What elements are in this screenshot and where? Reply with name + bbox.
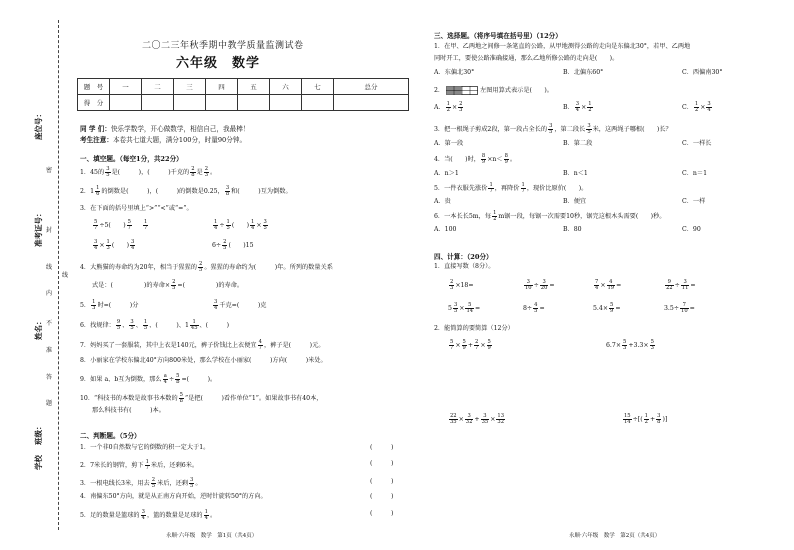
seal-char-3: 线 — [46, 264, 53, 271]
choice-2: 2． 左图用算式表示是( )。 — [434, 87, 553, 94]
choice-2-opt-c[interactable]: C． $\frac{1}{2}$ × $\frac{3}{4}$ — [682, 101, 711, 114]
choice-5-opt-a[interactable]: A．贵 — [434, 198, 451, 205]
q3-item-3: $\frac{1}{4}$ ÷ $\frac{1}{5}$ ( ) $\frac{1}{4}$ × $\frac{3}{5}$ — [214, 219, 267, 232]
score-cell[interactable] — [302, 95, 334, 111]
choice-3-opt-c[interactable]: C．一样长 — [682, 140, 712, 147]
calc-simplify: $\frac{5}{7}$ × $\frac{5}{9}$ + $\frac{2}{7}$ × $\frac{5}{9}$ — [450, 339, 491, 352]
score-table — [77, 78, 409, 111]
seal-char-2: 封 — [46, 227, 53, 234]
score-cell: 题 号 — [78, 79, 110, 95]
grid-figure-icon — [446, 86, 478, 95]
q5-right: $\frac{3}{4}$ 千克=( )克 — [214, 299, 267, 312]
q3-item-4: $\frac{3}{4}$ × $\frac{1}{3}$ ( ) $\frac{3}{4}$ — [94, 239, 135, 252]
choice-1-line2: 同时开工，要使公路准确接通，那么乙地所修公路的走向是( )。 — [434, 55, 619, 62]
seal-line-label: 线 — [62, 272, 69, 279]
q6: 6．找规律： $\frac{9}{5}$ 、 $\frac{3}{5}$ 、 $\frac{1}{5}$ 、( )、1 $\frac{1}{45}$ 、( ) — [80, 319, 230, 332]
calc-item: $\frac{2}{3}$ ×18= — [450, 279, 474, 292]
calc-item: 5.4× $\frac{5}{9}$ = — [593, 302, 621, 315]
choice-3-opt-b[interactable]: B．第二段 — [563, 140, 593, 147]
q4-line2: 式是：( )的寿命× $\frac{2}{5}$ =( )的寿命。 — [92, 279, 244, 292]
grade-subject: 六年级 数学 — [176, 56, 261, 71]
score-cell: 得 分 — [78, 95, 110, 111]
calc-item: $\frac{7}{4}$ × $\frac{4}{19}$ = — [595, 279, 622, 292]
choice-6-opt-c[interactable]: C．90 — [682, 226, 701, 233]
judge-2: 2．7米长的钢管，剪下 $\frac{1}{7}$ 米后，还剩6米。 — [80, 459, 199, 472]
q4-line1: 4．大熊猫的寿命约为20年，相当于猩猩的 $\frac{2}{5}$ 。猩猩的寿命约为( )年。所列的数量关系 — [80, 261, 333, 274]
judge-1: 1．一个非0自然数与它的倒数的积一定大于1。 — [80, 444, 210, 451]
seal-char-5: 不 — [46, 320, 53, 327]
score-cell: 五 — [238, 79, 270, 95]
notice-bold: 考生注意： — [80, 136, 113, 144]
greeting-bold: 同 学 们： — [80, 125, 111, 133]
score-cell: 总分 — [334, 79, 409, 95]
calc-item: $\frac{3}{10}$ ÷ $\frac{3}{20}$ = — [525, 279, 555, 292]
section3-title: 三、选择题。（将序号填在括号里）（12分） — [434, 32, 562, 40]
judge-3: 3．一根电线长3米，用去 $\frac{2}{5}$ 米后，还剩 $\frac{3}{5}$ 。 — [80, 477, 202, 490]
exam-title: 二〇二三年秋季期中教学质量监测试卷 — [142, 41, 304, 51]
choice-5: 5．一件衣服先涨价 $\frac{1}{7}$ ，再降价 $\frac{1}{7}$ ，现价比原价( )。 — [434, 182, 588, 195]
q10-line2: 那么科技书有( )本。 — [92, 407, 165, 414]
q7: 7．妈妈买了一套服装，其中上衣是140元，裤子价钱比上衣便宜 $\frac{4}{7}$ ，裤子是( )元。 — [80, 339, 325, 352]
score-cell: 六 — [270, 79, 302, 95]
notice-text: 本卷共七道大题，满分100分，时量90分钟。 — [112, 136, 247, 144]
choice-1-opt-c[interactable]: C．西偏南30° — [682, 69, 723, 76]
q8: 8．小丽家在学校东偏北40°方向800米处，那么学校在小丽家( )方向( )米处。 — [80, 357, 327, 364]
choice-6-opt-a[interactable]: A．100 — [434, 226, 457, 233]
calc-item: 8÷ $\frac{4}{5}$ = — [523, 302, 545, 315]
q1: 1．45的 $\frac{3}{5}$ 是( )，( )千克的 $\frac{2}{8}$ 是 $\frac{2}{3}$ 。 — [80, 166, 217, 179]
choice-3-opt-a[interactable]: A．第一段 — [434, 140, 464, 147]
seal-char-8: 题 — [46, 400, 53, 407]
choice-5-opt-c[interactable]: C．一样 — [682, 198, 706, 205]
footer-page2: 永顺·六年级 数学 第2页（共4页） — [569, 533, 661, 539]
choice-1-opt-b[interactable]: B．北偏东60° — [563, 69, 604, 76]
seal-char-7: 答 — [46, 374, 53, 381]
footer-page1: 永顺·六年级 数学 第1页（共4页） — [166, 533, 258, 539]
judge-bracket-4[interactable]: ( ) — [370, 493, 394, 500]
greeting — [80, 123, 249, 133]
choice-4-opt-a[interactable]: A．n＞1 — [434, 170, 459, 177]
judge-bracket-2[interactable]: ( ) — [370, 460, 394, 467]
section2-title: 二、判断题。（5分） — [80, 432, 141, 440]
choice-5-opt-b[interactable]: B．便宜 — [563, 198, 587, 205]
score-cell: 二 — [142, 79, 174, 95]
seal-char-1: 密 — [46, 167, 53, 174]
score-cell[interactable] — [142, 95, 174, 111]
calc-item: 5 $\frac{3}{5}$ × $\frac{5}{14}$ = — [448, 302, 481, 315]
q10-line1: 10．“科技书的本数是故事书本数的 $\frac{5}{8}$ ”是把( )看作单位“1”。如果故事书有40本， — [80, 392, 323, 405]
choice-4-opt-c[interactable]: C．n＝1 — [682, 170, 708, 177]
calc-item: 3.5÷ $\frac{7}{10}$ = — [664, 302, 695, 315]
score-cell: 一 — [110, 79, 142, 95]
seal-char-4: 内 — [46, 290, 53, 297]
q3-item-2: $\frac{1}{7}$ — [144, 219, 148, 232]
score-cell: 四 — [206, 79, 238, 95]
notice — [80, 134, 246, 144]
calc-item: $\frac{9}{22}$ ÷ $\frac{3}{11}$ = — [666, 279, 696, 292]
choice-1-line1: 1．在甲、乙两地之间修一条笔直的公路，从甲地测得公路的走向是东偏北30°，若甲、乙两地 — [434, 43, 691, 50]
name-label: 姓名： — [34, 317, 43, 340]
score-cell[interactable] — [206, 95, 238, 111]
choice-4: 4．当( )时， $\frac{8}{9}$ ×n＜ $\frac{8}{9}$ 。 — [434, 153, 517, 166]
score-cell: 三 — [174, 79, 206, 95]
score-table-score-row — [78, 95, 409, 111]
score-cell[interactable] — [270, 95, 302, 111]
judge-bracket-5[interactable]: ( ) — [370, 510, 394, 517]
choice-4-opt-b[interactable]: B．n＜1 — [563, 170, 588, 177]
judge-bracket-3[interactable]: ( ) — [370, 478, 394, 485]
judge-4: 4．南偏东50°方向，就是从正南方向开始，逆时针旋转50°的方向。 — [80, 493, 267, 500]
score-cell[interactable] — [238, 95, 270, 111]
judge-5: 5．足的数量是篮球的 $\frac{3}{4}$ ，篮的数量是足球的 $\frac{1}{4}$ 。 — [80, 509, 217, 522]
q5: 5． $\frac{1}{3}$ 时=( )分 — [80, 299, 139, 312]
seal-char-6: 准 — [46, 347, 53, 354]
seal-line — [58, 20, 59, 530]
choice-1-opt-a[interactable]: A．东偏北30° — [434, 69, 475, 76]
q3: 3．在下面的括号里填上“>”“<”或“=”。 — [80, 205, 193, 212]
calc-instr-1: 1．直接写数（8分）。 — [434, 263, 495, 270]
choice-3: 3．把一根绳子剪成2段，第一段占全长的 $\frac{3}{5}$ ，第二段长 $\frac{3}{5}$ 米，这两绳子哪根( )长？ — [434, 123, 672, 136]
score-cell[interactable] — [174, 95, 206, 111]
q3-item-5: 6÷ $\frac{2}{5}$ ( )15 — [212, 239, 254, 252]
section4-title: 四、计算：（20分） — [434, 253, 493, 261]
q9: 9．如果 a、b互为倒数，那么 $\frac{a}{4}$ ÷ $\frac{5}{b}$ =( )。 — [80, 373, 217, 386]
exam-id-label: 准考证号： — [34, 209, 43, 247]
class-label: 班级： — [34, 422, 43, 445]
q2: 2．1 $\frac{1}{6}$ 的倒数是( )，( )的倒数是0.25， $\frac{3}{8}$ 和( )互为倒数。 — [80, 185, 292, 198]
calc-instr-2: 2．能简算的要简算（12分） — [434, 325, 514, 332]
school-label: 学校 — [34, 455, 43, 470]
section1-title: 一、填空题。（每空1分，共22分） — [80, 155, 183, 163]
choice-2-opt-a[interactable]: A． $\frac{1}{2}$ × $\frac{2}{3}$ — [434, 101, 463, 114]
choice-6: 6．一本长长5m，每 $\frac{1}{2}$ m锯一段，每锯一次需要10秒，锯完这根木头需要( )秒。 — [434, 210, 666, 223]
q3-item-1: $\frac{5}{7}$ ÷5( ) $\frac{5}{7}$ — [94, 219, 131, 232]
judge-bracket-1[interactable]: ( ) — [370, 444, 394, 451]
score-table-header-row — [78, 79, 409, 95]
score-cell[interactable] — [110, 95, 142, 111]
choice-2-opt-b[interactable]: B． $\frac{3}{4}$ × $\frac{1}{2}$ — [563, 101, 592, 114]
calc-simplify: 6.7× $\frac{5}{3}$ +3.3× $\frac{5}{3}$ — [606, 339, 654, 352]
calc-simplify: $\frac{22}{35}$ × $\frac{3}{32}$ + $\frac{3}{35}$ × $\frac{13}{32}$ — [450, 413, 504, 426]
seat-label: 座位号： — [34, 110, 43, 140]
choice-6-opt-b[interactable]: B．80 — [563, 226, 582, 233]
score-cell: 七 — [302, 79, 334, 95]
calc-simplify: $\frac{15}{14}$ ÷[( $\frac{1}{2}$ + $\frac{3}{8}$ )] — [624, 413, 668, 426]
greeting-text: 快乐学数学，开心做数学，相信自己，我最棒！ — [110, 125, 250, 133]
score-cell[interactable] — [334, 95, 409, 111]
